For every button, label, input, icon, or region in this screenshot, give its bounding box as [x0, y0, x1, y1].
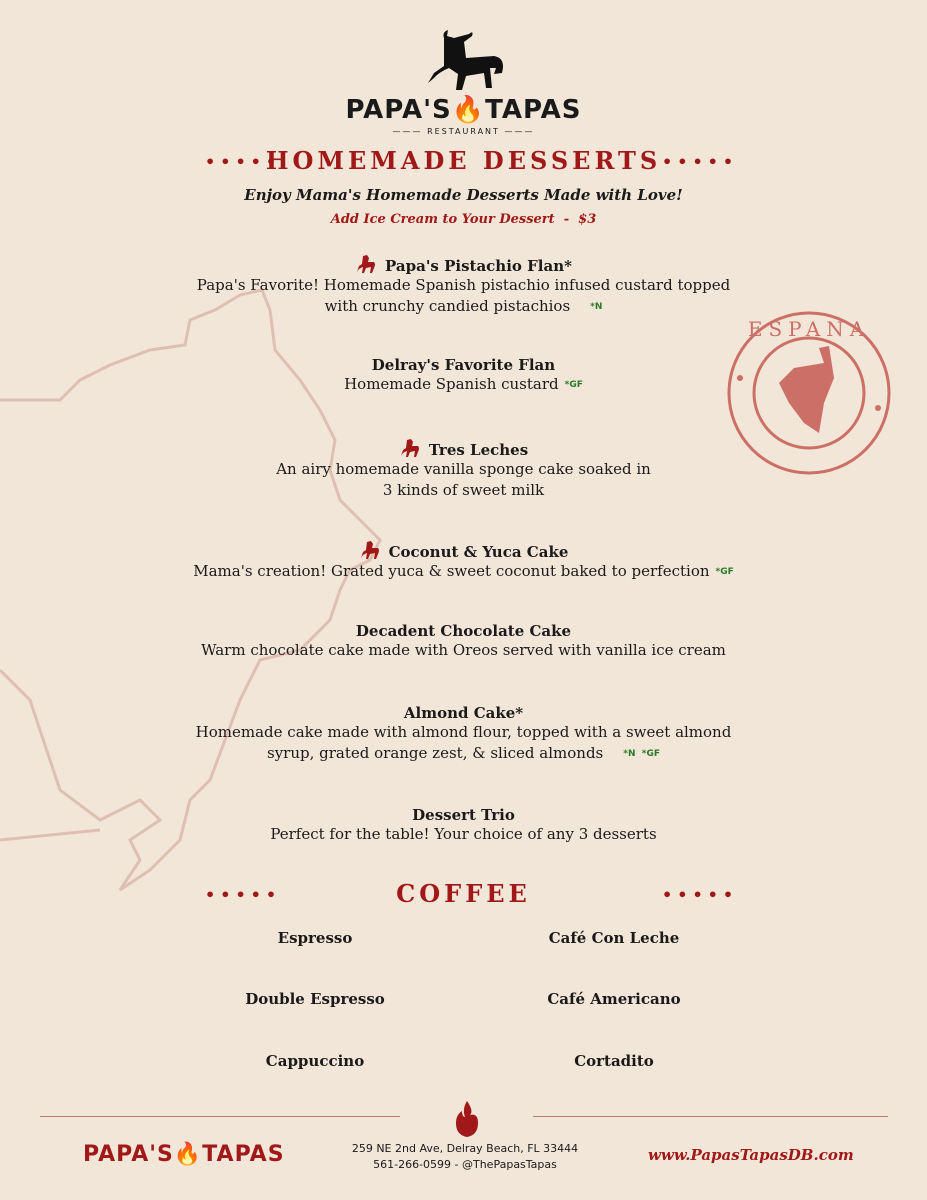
dessert-item — [0, 806, 927, 845]
espana-stamp — [724, 308, 894, 478]
dessert-desc-line: Warm chocolate cake made with Oreos served with vanilla ice cream — [201, 641, 726, 659]
flame-icon — [452, 1101, 482, 1137]
dots-left: ••••• — [205, 152, 282, 171]
footer-logo-left: PAPA'S — [83, 1142, 174, 1167]
section-title-desserts: HOMEMADE DESSERTS — [265, 146, 662, 175]
dessert-name-text: Papa's Pistachio Flan* — [385, 257, 572, 275]
coffee-item: Café Americano — [547, 990, 681, 1008]
bull-icon — [355, 254, 377, 274]
dessert-desc-line: An airy homemade vanilla sponge cake soaked in — [276, 460, 651, 478]
dessert-desc — [0, 722, 927, 743]
coffee-item: Double Espresso — [245, 990, 385, 1008]
dessert-desc — [0, 561, 927, 583]
footer-logo: PAPA'S🔥TAPAS — [83, 1142, 285, 1167]
coffee-item: Café Con Leche — [548, 929, 680, 947]
dessert-name-text: Delray's Favorite Flan — [371, 356, 556, 374]
bull-icon — [414, 28, 514, 93]
bull-icon — [399, 438, 421, 458]
dessert-desc-line: with crunchy candied pistachios — [324, 297, 571, 315]
dessert-name-text: Tres Leches — [428, 441, 529, 459]
addon: Add Ice Cream to Your Dessert - $3 — [330, 212, 597, 227]
dessert-item — [0, 704, 927, 765]
section-title-coffee: COFFEE — [396, 879, 531, 908]
dessert-desc-line: Homemade cake made with almond flour, topped with a sweet almond — [195, 723, 732, 741]
dessert-name — [0, 254, 927, 275]
dessert-desc — [0, 480, 927, 501]
dessert-name — [0, 622, 927, 640]
dietary-tag: *N — [590, 302, 603, 312]
dessert-item — [0, 540, 927, 583]
footer-rule-left — [40, 1116, 400, 1117]
dietary-tag: *N *GF — [623, 749, 660, 759]
footer-rule-right — [533, 1116, 888, 1117]
footer-address: 259 NE 2nd Ave, Delray Beach, FL 33444 — [351, 1142, 579, 1155]
dessert-desc-line: syrup, grated orange zest, & sliced almonds — [267, 744, 604, 762]
dessert-name-text: Coconut & Yuca Cake — [388, 543, 569, 561]
dietary-tag: *GF — [715, 567, 734, 577]
footer-logo-right: TAPAS — [202, 1142, 285, 1167]
logo: PAPA'S🔥TAPAS ——— RESTAURANT ——— — [0, 28, 927, 136]
dessert-item — [0, 622, 927, 661]
coffee-dots-left: ••••• — [205, 885, 282, 904]
dessert-name-text: Almond Cake* — [403, 704, 524, 722]
dessert-desc-line: Perfect for the table! Your choice of any 3 desserts — [270, 825, 657, 843]
dessert-name — [0, 540, 927, 561]
coffee-item: Cappuccino — [265, 1052, 365, 1070]
footer-contact: 561-266-0599 - @ThePapasTapas — [373, 1158, 557, 1171]
logo-name-right: TAPAS — [485, 95, 582, 125]
coffee-dots-right: ••••• — [662, 885, 739, 904]
dessert-desc-line: Homemade Spanish custard — [344, 375, 559, 393]
dessert-name-text: Decadent Chocolate Cake — [355, 622, 572, 640]
website-link[interactable]: www.PapasTapasDB.com — [648, 1146, 854, 1164]
logo-subtitle: RESTAURANT — [427, 127, 500, 136]
dessert-desc — [0, 743, 927, 765]
bull-icon — [359, 540, 381, 560]
coffee-item: Cortadito — [574, 1052, 654, 1070]
dessert-desc-line: Mama's creation! Grated yuca & sweet coconut baked to perfection — [193, 562, 710, 580]
tagline: Enjoy Mama's Homemade Desserts Made with Love! — [244, 186, 683, 204]
dots-right: ••••• — [662, 152, 739, 171]
dessert-desc — [0, 640, 927, 661]
stamp-text: ESPANA — [747, 317, 871, 341]
dessert-desc-line: Papa's Favorite! Homemade Spanish pistachio infused custard topped — [196, 276, 731, 294]
dessert-desc — [0, 824, 927, 845]
dietary-tag: *GF — [564, 380, 583, 390]
coffee-item: Espresso — [277, 929, 353, 947]
dessert-name — [0, 704, 927, 722]
dessert-desc-line: 3 kinds of sweet milk — [382, 481, 545, 499]
dessert-name-text: Dessert Trio — [412, 806, 515, 824]
dessert-desc — [0, 275, 927, 296]
dessert-name — [0, 806, 927, 824]
logo-name-left: PAPA'S — [345, 95, 452, 125]
